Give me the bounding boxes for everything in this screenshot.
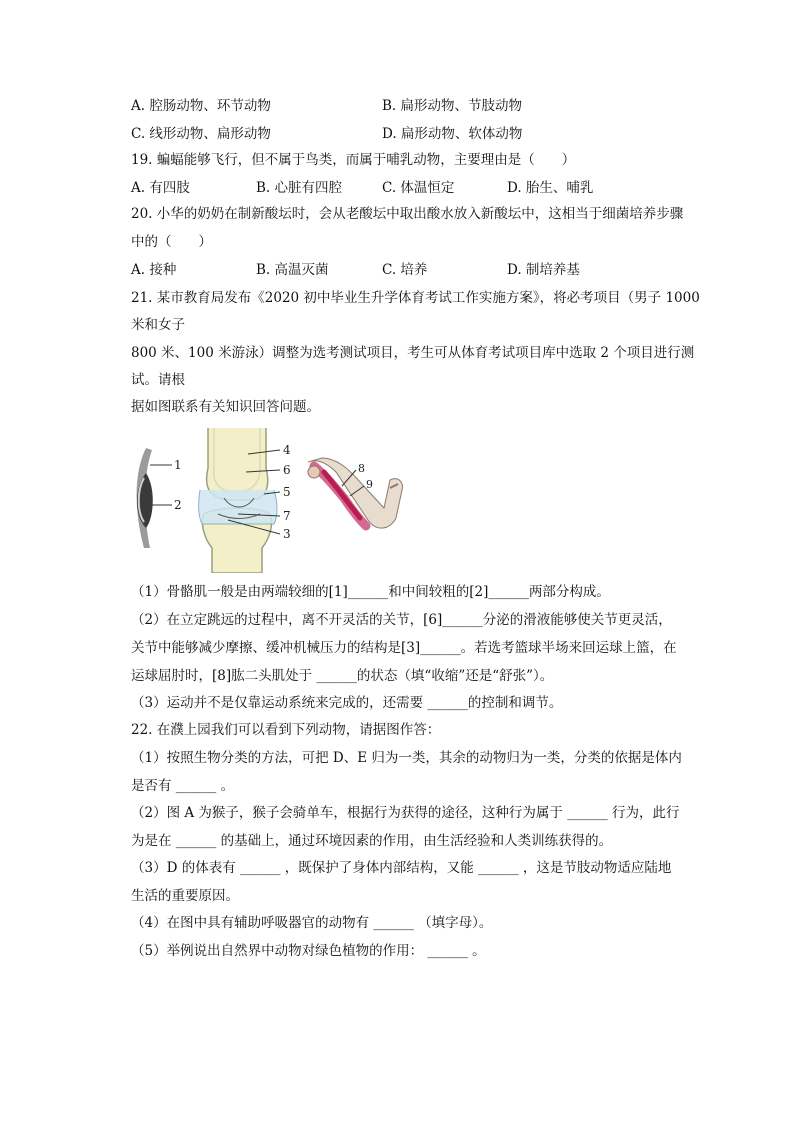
- label-5: 5: [283, 485, 291, 499]
- q18-option-a: A. 腔肠动物、环节动物: [131, 98, 271, 114]
- q20-option-d: D. 制培养基: [507, 262, 580, 278]
- q22-stem: 22. 在濮上园我们可以看到下列动物，请据图作答：: [131, 722, 441, 738]
- q22-part3-line1: （3）D 的体表有 ______ ，既保护了身体内部结构，又能 ______ ，这是节肢动物适应陆地: [131, 860, 672, 876]
- q22-part4: （4）在图中具有辅助呼吸器官的动物有 ______ （填字母）。: [131, 915, 493, 931]
- q22-part3-line2: 生活的重要原因。: [131, 888, 239, 904]
- q21-part2-line2: 关节中能够减少摩擦、缓冲机械压力的结构是[3]______。若选考篮球半场来回运球上篮，在: [131, 640, 677, 656]
- q21-part1: （1）骨骼肌一般是由两端较细的[1]______和中间较粗的[2]______两部分构成。: [131, 584, 610, 600]
- q22-part2-line2: 为是在 ______ 的基础上，通过环境因素的作用，由生活经验和人类训练获得的。: [131, 833, 613, 849]
- skeletal-muscle-illustration: [137, 448, 172, 548]
- q21-stem-line2: 米和女子: [131, 317, 185, 333]
- q21-part3: （3）运动并不是仅靠运动系统来完成的，还需要 ______的控制和调节。: [131, 695, 563, 711]
- q20-stem-line2: 中的（ ）: [131, 234, 212, 250]
- label-1: 1: [174, 458, 182, 472]
- q21-part2-line1: （2）在立定跳远的过程中，离不开灵活的关节，[6]______分泌的滑液能够使关节更灵活，: [131, 612, 672, 628]
- q19-option-c: C. 体温恒定: [382, 180, 455, 196]
- label-4: 4: [283, 443, 291, 457]
- q21-stem-line5: 据如图联系有关知识回答问题。: [131, 399, 320, 415]
- joint-illustration: [199, 428, 280, 573]
- q19-stem: 19. 蝙蝠能够飞行，但不属于鸟类，而属于哺乳动物，主要理由是（ ）: [131, 152, 576, 168]
- q22-part2-line1: （2）图 A 为猴子，猴子会骑单车，根据行为获得的途径，这种行为属于 ______ 行为，此行: [131, 805, 680, 821]
- label-7: 7: [283, 509, 291, 523]
- q21-stem-line3: 800 米、100 米游泳）调整为选考测试项目，考生可从体育考试项目库中选取 2 个项目进行测: [131, 345, 695, 361]
- q22-part5: （5）举例说出自然界中动物对绿色植物的作用： ______ 。: [131, 943, 486, 959]
- q20-option-c: C. 培养: [382, 262, 428, 278]
- label-2: 2: [174, 498, 182, 512]
- q22-part1-line2: 是否有 ______ 。: [131, 778, 235, 794]
- q19-option-a: A. 有四肢: [131, 180, 190, 196]
- q21-stem-line4: 试。请根: [131, 372, 185, 388]
- q20-option-b: B. 高温灭菌: [256, 262, 329, 278]
- q21-figure: [128, 428, 413, 573]
- q21-stem-line1: 21. 某市教育局发布《2020 初中毕业生升学体育考试工作实施方案》，将必考项目（男子 1000: [131, 290, 700, 306]
- label-3: 3: [283, 527, 291, 541]
- q18-option-b: B. 扁形动物、节肢动物: [382, 98, 523, 114]
- label-8: 8: [358, 462, 365, 475]
- q20-option-a: A. 接种: [131, 262, 177, 278]
- label-6: 6: [283, 463, 291, 477]
- q19-option-d: D. 胎生、哺乳: [507, 180, 594, 196]
- q19-option-b: B. 心脏有四腔: [256, 180, 343, 196]
- q18-option-d: D. 扁形动物、软体动物: [382, 126, 523, 142]
- q20-stem-line1: 20. 小华的奶奶在制新酸坛时，会从老酸坛中取出酸水放入新酸坛中，这相当于细菌培养步骤: [131, 206, 684, 222]
- q22-part1-line1: （1）按照生物分类的方法，可把 D、E 归为一类，其余的动物归为一类，分类的依据是体内: [131, 750, 682, 766]
- q18-option-c: C. 线形动物、扁形动物: [131, 126, 271, 142]
- arm-muscle-illustration: [308, 458, 402, 528]
- label-9: 9: [366, 478, 373, 491]
- q21-part2-line3: 运球屈肘时，[8]肱二头肌处于 ______的状态（填“收缩”还是“舒张”）。: [131, 668, 554, 684]
